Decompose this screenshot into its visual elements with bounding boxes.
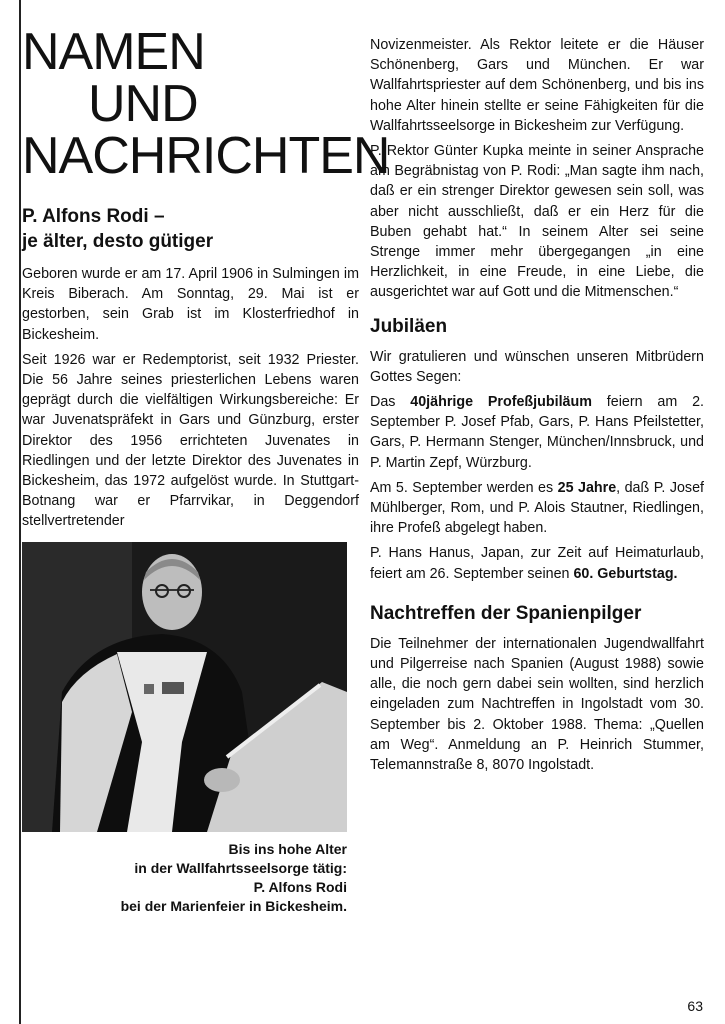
photo-caption [22, 840, 347, 916]
text-run: Am 5. September werden es [370, 479, 558, 496]
caption-line-4: bei der Marienfeier in Bickesheim. [120, 897, 347, 914]
masthead-line-1: NAMEN [22, 23, 205, 81]
article-paragraph: Geboren wurde er am 17. April 1906 in Sulmingen im Kreis Biberach. Am Sonntag, 29. Mai ist er gestorben, sein Grab ist im Klosterfriedhof in Bickesheim. [22, 266, 359, 343]
article-paragraph: Novizenmeister. Als Rektor leitete er die Häuser Schönenberg, Gars und München. Er war Wallfahrtspriester auf dem Schönenberg, und bis ins hohe Alter hinein stellte er seine Fähigkeiten für die Wallfahrtsseelsorge in Bickesheim zur Verfügung. [370, 37, 704, 134]
masthead-line-3: NACHRICHTEN [22, 127, 390, 185]
jubilaeen-paragraph [370, 478, 704, 539]
text-run: , daß P. Josef Mühlberger, Rom, und P. Alois Stautner, Riedlingen, ihre Profeß abgelegt haben. [370, 479, 704, 537]
article-title-line-2: je älter, desto gütiger [22, 231, 214, 252]
jubilaeen-intro: Wir gratulieren und wünschen unseren Mitbrüdern Gottes Segen: [370, 348, 704, 385]
margin-rule [19, 0, 21, 1024]
caption-line-1: Bis ins hohe Alter [228, 840, 347, 857]
jubilaeen-paragraph [370, 543, 704, 583]
right-column [370, 35, 704, 780]
caption-line-3: P. Alfons Rodi [253, 878, 347, 895]
text-run: feiern am 2. September P. Josef Pfab, Gars, P. Hans Pfeilstetter, Gars, P. Hermann Stenger, München/Innsbruck, und P. Martin Zepf, Würzburg. [370, 394, 704, 471]
section-heading-nachtreffen: Nachtreffen der Spanienpilger [370, 602, 642, 624]
text-run: P. Hans Hanus, Japan, zur Zeit auf Heimaturlaub, feiert am 26. September seinen [370, 545, 704, 582]
left-column [22, 23, 390, 916]
portrait-photo [22, 542, 347, 832]
bold-text-run: 25 Jahre [557, 479, 617, 496]
jubilaeen-paragraph [370, 392, 704, 473]
article-title-line-1: P. Alfons Rodi – [22, 206, 165, 227]
priest-photo-illustration [22, 542, 347, 832]
text-run: Das [370, 394, 411, 411]
section-heading-jubilaeen: Jubiläen [370, 315, 448, 337]
caption-line-2: in der Wallfahrtsseelsorge tätig: [134, 859, 347, 876]
bold-text-run: 60. Geburtstag. [573, 565, 678, 582]
nachtreffen-paragraph: Die Teilnehmer der internationalen Jugendwallfahrt und Pilgerreise nach Spanien (August 1988) sowie alle, die noch gern dabei sein wollten, sind herzlich eingeladen zum Nachtreffen in Ingolstadt vom 30. September bis 2. Oktober 1988. Thema: „Quellen am Weg“. Anmeldung an P. Heinrich Stummer, Telemannstraße 8, 8070 Ingolstadt. [370, 635, 704, 774]
article-paragraph: Seit 1926 war er Redemptorist, seit 1932 Priester. Die 56 Jahre seines priesterlichen Lebens waren geprägt durch die vielfältigen Wirkungsbereiche: Er war Juvenatspräfekt in Gars und Günzburg, erster Direktor des 1956 errichteten Juvenates in Riedlingen und der letzte Direktor des Juvenates in Bickesheim, das 1972 aufgelöst wurde. In Stuttgart-Botnang war er Pfarrvikar, in Deggendorf stellvertretender [22, 351, 359, 530]
section-masthead [22, 23, 390, 185]
page-number: 63 [687, 998, 703, 1014]
article-paragraph: P. Rektor Günter Kupka meinte in seiner Ansprache am Begräbnistag von P. Rodi: „Man sagte ihm nach, daß er ein strenger Direktor gewesen sein soll, was aber nicht ausschließt, daß er ein Herz für die Buben gehabt hat.“ In seinem Alter sei seine Strenge immer mehr übergegangen „in eine Herzlichkeit, in eine Freude, in eine Liebe, die ausgerichtet war auf Gott und die Mitmenschen.“ [370, 143, 704, 301]
bold-text-run: 40jährige Profeßjubiläum [410, 394, 592, 411]
masthead-line-2: UND [88, 75, 198, 133]
article-title [22, 204, 359, 254]
